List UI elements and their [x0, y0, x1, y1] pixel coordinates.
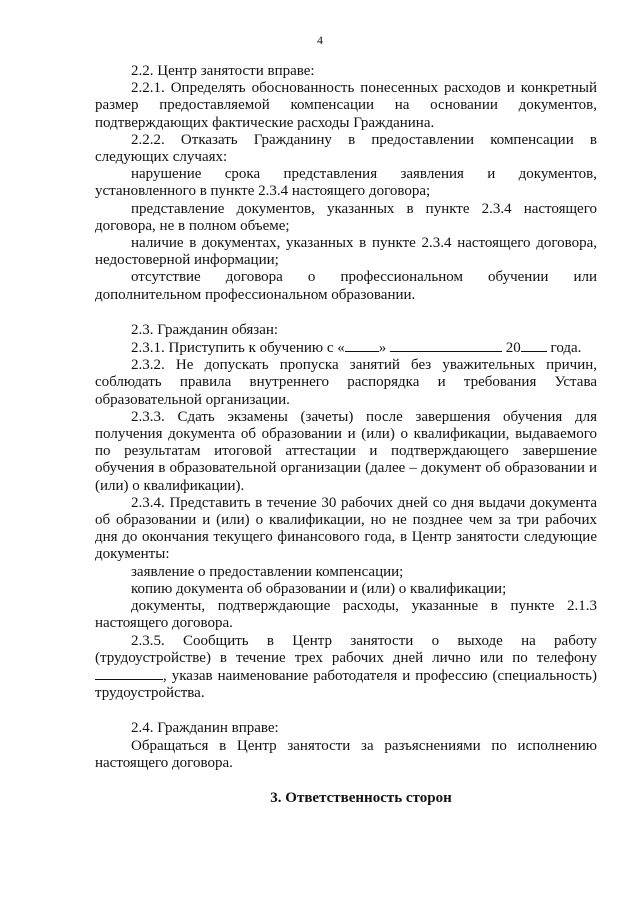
clause-2-3-5-end: , указав наименование работодателя и профессию (специальность) трудоустройства. [95, 667, 597, 702]
clause-2-3-4-item-c: документы, подтверждающие расходы, указанные в пункте 2.1.3 настоящего договора. [95, 598, 597, 632]
clause-2-3-1-year: 20 [505, 340, 521, 357]
clause-2-3-1-end: года. [550, 340, 582, 357]
clause-2-4-item: Обращаться в Центр занятости за разъяснениями по исполнению настоящего договора. [95, 737, 597, 771]
clause-2-3-4-item-a: заявление о предоставлении компенсации; [131, 563, 404, 580]
paragraph-gap [95, 772, 597, 790]
paragraph-gap [95, 702, 597, 720]
clause-2-3-1 [95, 339, 597, 357]
clause-2-4: 2.4. Гражданин вправе: [131, 720, 279, 737]
clause-2-3-4-item-b: копию документа об образовании и (или) о квалификации; [131, 580, 507, 597]
clause-2-2-2-item-b: представление документов, указанных в пункте 2.3.4 настоящего договора, не в полном объеме; [95, 200, 597, 234]
clause-2-2-2-item-d: отсутствие договора о профессиональном обучении или дополнительном профессиональном образовании. [95, 269, 597, 303]
paragraph-gap [95, 304, 597, 322]
clause-2-3-4: 2.3.4. Представить в течение 30 рабочих дней со дня выдачи документа об образовании и (или) о квалификации, но не позднее чем за три рабочих дня до окончания текущего финансового года, в Центр занятости следующие документы: [95, 494, 597, 563]
clause-2-2-1: 2.2.1. Определять обоснованность понесенных расходов и конкретный размер предоставляемой компенсации на основании документов, подтверждающих фактические расходы Гражданина. [95, 80, 597, 131]
month-blank [390, 339, 502, 352]
clause-2-3-1-start: 2.3.1. Приступить к обучению с « [131, 340, 345, 357]
clause-2-3-5-start: 2.3.5. Сообщить в Центр занятости о выходе на работу (трудоустройстве) в течение трех рабочих дней лично или по телефону [95, 632, 597, 666]
document-body [95, 63, 597, 807]
day-blank [345, 339, 379, 352]
page-number: 4 [317, 33, 323, 47]
clause-2-3-2: 2.3.2. Не допускать пропуска занятий без уважительных причин, соблюдать правила внутреннего распорядка и требования Устава образовательной организации. [95, 357, 597, 408]
clause-2-2-2-item-c: наличие в документах, указанных в пункте 2.3.4 настоящего договора, недостоверной информации; [95, 235, 597, 269]
clause-2-3: 2.3. Гражданин обязан: [131, 321, 279, 338]
year-blank [521, 339, 547, 352]
phone-blank [95, 667, 163, 680]
section-3-heading: 3. Ответственность сторон [270, 789, 452, 806]
clause-2-2-2: 2.2.2. Отказать Гражданину в предоставлении компенсации в следующих случаях: [95, 131, 597, 166]
clause-2-2-2-item-a: нарушение срока представления заявления и документов, установленного в пункте 2.3.4 настоящего договора; [95, 166, 597, 200]
clause-2-3-3: 2.3.3. Сдать экзамены (зачеты) после завершения обучения для получения документа об образовании и (или) о квалификации, выдаваемого по результатам итоговой аттестации и подтверждающего завершение обучения в образовательной организации (далее – документ об образовании и (или) о квалификации). [95, 408, 597, 494]
clause-2-3-5 [95, 633, 597, 703]
clause-2-3-1-quote: » [378, 340, 387, 357]
clause-2-2: 2.2. Центр занятости вправе: [131, 63, 315, 79]
